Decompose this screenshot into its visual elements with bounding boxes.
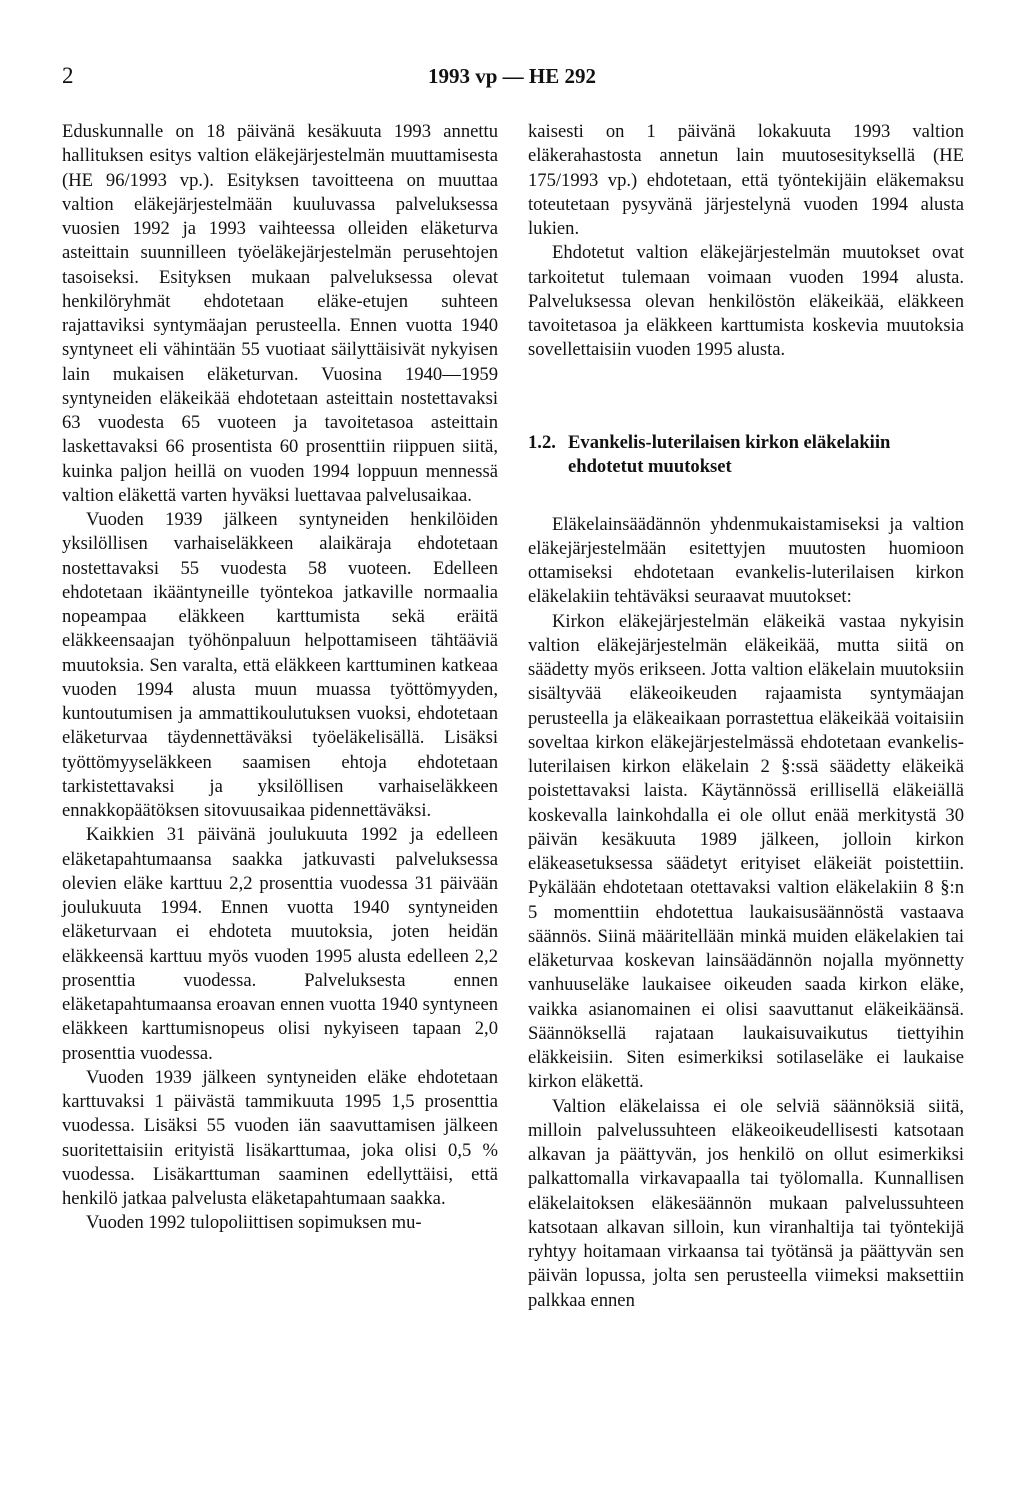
paragraph: Eläkelainsäädännön yhdenmukaistamiseksi ja valtion eläkejärjestelmään esitettyjen muutosten huomioon ottamiseksi ehdotetaan evankelis-luterilaisen kirkon eläkelakiin tehtäväksi seuraavat muutokset: xyxy=(528,513,964,608)
left-column xyxy=(62,120,498,1236)
paragraph: Vuoden 1939 jälkeen syntyneiden eläke ehdotetaan karttuvaksi 1 päivästä tammikuuta 1995 1,5 prosenttia vuodessa. Lisäksi 55 vuoden iän saavuttamisen jälkeen suoritettaisiin erityistä lisäkarttumaa, joka olisi 0,5 % vuodessa. Lisäkarttuman saaminen edellyttäisi, että henkilö jatkaa palvelusta eläketapahtumaan saakka. xyxy=(62,1066,498,1209)
section-heading xyxy=(528,431,964,479)
paragraph: Ehdotetut valtion eläkejärjestelmän muutokset ovat tarkoitetut tulemaan voimaan vuoden 1994 alusta. Palveluksessa olevan henkilöstön eläkeikää, eläkkeen tavoitetasoa ja eläkkeen karttumista koskevia muutoksia sovellettaisiin vuoden 1995 alusta. xyxy=(528,242,964,361)
right-column xyxy=(528,120,964,1313)
section-number: 1.2. xyxy=(528,431,556,453)
paragraph: Kaikkien 31 päivänä joulukuuta 1992 ja edelleen eläketapahtumaansa saakka jatkuvasti palveluksessa olevien eläke karttuu 2,2 prosenttia vuodessa 31 päivään joulukuuta 1994. Ennen vuotta 1940 syntyneiden eläketurvaan ei ehdoteta muutoksia, joten heidän eläkkeensä karttuu myös vuoden 1995 alusta edelleen 2,2 prosenttia vuodessa. Palveluksesta ennen eläketapahtumaansa eroavan ennen vuotta 1940 syntyneen eläkkeen karttumisnopeus olisi nykyiseen tapaan 2,0 prosenttia vuodessa. xyxy=(62,824,498,1064)
paragraph: kaisesti on 1 päivänä lokakuuta 1993 valtion eläkerahastosta annetun lain muutosesityksellä (HE 175/1993 vp.) ehdotetaan, että työntekijäin eläkemaksu toteutetaan pysyvänä järjestelynä vuoden 1994 alusta lukien. xyxy=(528,121,964,239)
paragraph: Vuoden 1939 jälkeen syntyneiden henkilöiden yksilöllisen varhaiseläkkeen alaikäraja ehdotetaan nostettavaksi 55 vuodesta 58 vuoteen. Edelleen ehdotetaan ikääntyneille työntekoa jatkaville normaalia nopeampaa eläkkeen karttumista sekä eräitä eläkkeensaajan työhönpaluun helpottamiseen tähtääviä muutoksia. Sen varalta, että eläkkeen karttuminen katkeaa vuoden 1994 alusta muun muassa työttömyyden, kuntoutumisen ja ammattikoulutuksen vuoksi, ehdotetaan eläketurvaa täydennettäväksi työeläkelisällä. Lisäksi työttömyyseläkkeen saamisen ehtoja ehdotetaan tarkistettavaksi ja yksilöllisen varhaiseläkkeen ennakkopäätöksen sitovuusaikaa pidennettäväksi. xyxy=(62,509,498,821)
section-title: Evankelis-luterilaisen kirkon eläkelakiin ehdotetut muutokset xyxy=(568,431,891,477)
page-number: 2 xyxy=(62,63,74,88)
paragraph: Kirkon eläkejärjestelmän eläkeikä vastaa nykyisin valtion eläkejärjestelmän eläkeikää, mutta siitä on säädetty myös erikseen. Jotta valtion eläkelain muutoksiin sisältyvää eläkeoikeuden rajaamista syntymäajan perusteella ja eläkeaikaan porrastettua eläkeikää voitaisiin soveltaa kirkon eläkejärjestelmässä ehdotetaan evankelis-luterilaisen kirkon eläkelain 2 §:ssä säädetty eläkeikä poistettavaksi laista. Käytännössä erillisellä eläkeiällä koskevalla lainkohdalla ei ole ollut enää merkitystä 30 päivän kesäkuuta 1989 jälkeen, jolloin kirkon eläkeasetuksessa säädetyt erityiset eläkeiät poistettiin. Pykälään ehdotetaan otettavaksi valtion eläkelakiin 8 §:n 5 momenttiin ehdotettua laukaisusäännöstä vastaava säännös. Siinä määritellään minkä muiden eläkelakien tai eläketurvaa koskevan lainsäädännön nojalla myönnetty vanhuuseläke laukaisee oikeuden saada kirkon eläke, vaikka asianomainen ei olisi saavuttanut eläkeikäänsä. Säännöksellä rajataan laukaisuvaikutus tiettyihin eläkkeisiin. Siten esimerkiksi sotilaseläke ei laukaise kirkon eläkettä. xyxy=(528,610,964,1093)
paragraph: Vuoden 1992 tulopoliittisen sopimuksen mu- xyxy=(86,1212,422,1234)
paragraph: Valtion eläkelaissa ei ole selviä säännöksiä siitä, milloin palvelussuhteen eläkeoikeudellisesti katsotaan alkavan ja päättyvän, jos henkilö on ollut esimerkiksi palkattomalla virkavapaalla tai työlomalla. Kunnallisen eläkelaitoksen eläkesäännön mukaan palvelussuhteen katsotaan alkavan silloin, kun viranhaltija tai työntekijä ryhtyy hoitamaan virkaansa tai työtänsä ja päättyvän sen päivän lopussa, jolta sen perusteella viimeksi maksettiin palkkaa ennen xyxy=(528,1095,964,1311)
paragraph: Eduskunnalle on 18 päivänä kesäkuuta 1993 annettu hallituksen esitys valtion eläkejärjestelmän muuttamisesta (HE 96/1993 vp.). Esityksen tavoitteena on muuttaa valtion eläkejärjestelmään kuuluvassa palveluksessa vuosien 1992 ja 1993 vaihteessa olleiden eläketurva asteittain suunnilleen työeläkejärjestelmän perusehtojen tasoiseksi. Esityksen mukaan palveluksessa olevat henkilöryhmät ehdotetaan eläke-etujen suhteen rajattaviksi syntymäajan perusteella. Ennen vuotta 1940 syntyneet eli vähintään 55 vuotiaat säilyttäisivät nykyisen lain mukaisen eläketurvan. Vuosina 1940—1959 syntyneiden eläkeikää ehdotetaan asteittain nostettavaksi 63 vuodesta 65 vuoteen ja tavoitetasoa asteittain laskettavaksi 66 prosentista 60 prosenttiin riippuen siitä, kuinka paljon heillä on vuoden 1994 loppuun mennessä valtion eläkettä varten hyväksi luettavaa palvelusaikaa. xyxy=(62,121,498,506)
running-header: 1993 vp — HE 292 xyxy=(427,64,597,88)
